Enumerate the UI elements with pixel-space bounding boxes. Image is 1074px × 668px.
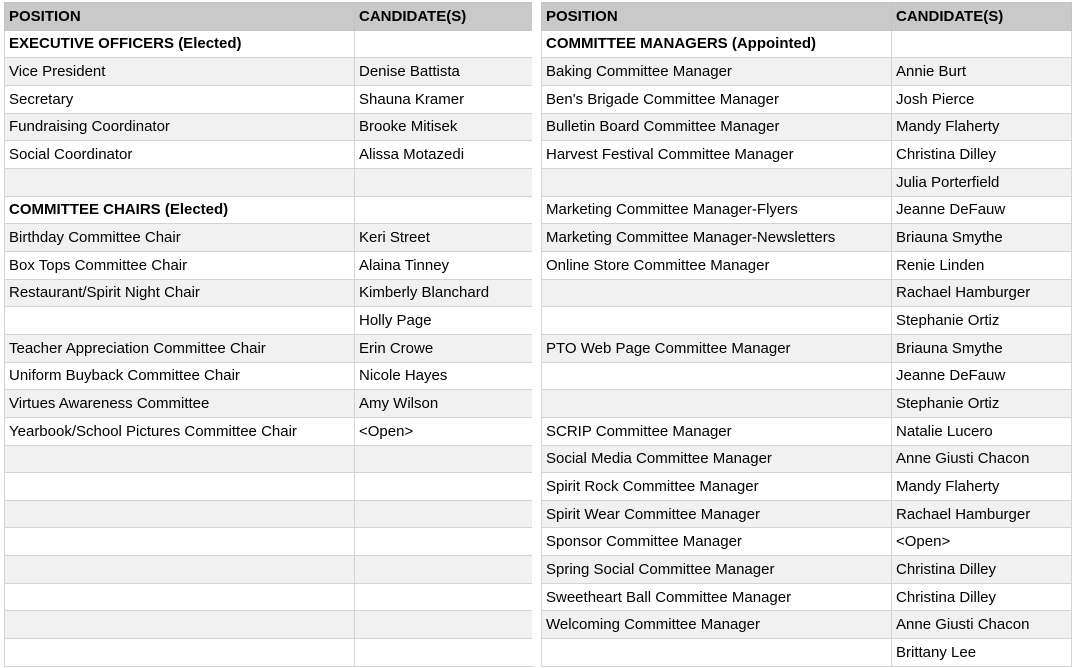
- section-header-row: [5, 196, 533, 224]
- position-cell: [5, 639, 355, 667]
- section-header-row: [5, 30, 533, 58]
- left-candidates-header: CANDIDATE(S): [355, 3, 533, 31]
- table-row: [5, 556, 533, 584]
- candidate-cell: [355, 168, 533, 196]
- right-position-header: POSITION: [542, 3, 892, 31]
- candidate-cell: [355, 445, 533, 473]
- candidate-cell: Denise Battista: [355, 58, 533, 86]
- candidate-cell: [355, 583, 533, 611]
- candidate-cell: Holly Page: [355, 307, 533, 335]
- candidate-cell: Rachael Hamburger: [892, 279, 1072, 307]
- position-cell: [5, 611, 355, 639]
- table-row: [542, 168, 1072, 196]
- position-cell: Marketing Committee Manager-Flyers: [542, 196, 892, 224]
- table-row: [5, 85, 533, 113]
- position-cell: Teacher Appreciation Committee Chair: [5, 334, 355, 362]
- position-cell: PTO Web Page Committee Manager: [542, 334, 892, 362]
- position-cell: Social Media Committee Manager: [542, 445, 892, 473]
- candidate-cell: Nicole Hayes: [355, 362, 533, 390]
- position-cell: Bulletin Board Committee Manager: [542, 113, 892, 141]
- right-header-row: [542, 3, 1072, 31]
- table-row: [542, 141, 1072, 169]
- position-cell: Uniform Buyback Committee Chair: [5, 362, 355, 390]
- candidate-cell: Jeanne DeFauw: [892, 362, 1072, 390]
- section-header-row: [542, 30, 1072, 58]
- left-positions-table: [4, 2, 533, 667]
- candidate-cell: Amy Wilson: [355, 390, 533, 418]
- position-cell: Social Coordinator: [5, 141, 355, 169]
- table-row: [542, 362, 1072, 390]
- table-row: [542, 556, 1072, 584]
- left-header-row: [5, 3, 533, 31]
- candidate-cell: Rachael Hamburger: [892, 500, 1072, 528]
- table-row: [5, 473, 533, 501]
- left-table-body: [5, 30, 533, 666]
- position-cell: Spirit Rock Committee Manager: [542, 473, 892, 501]
- table-row: [542, 196, 1072, 224]
- table-row: [542, 583, 1072, 611]
- candidate-cell: [355, 473, 533, 501]
- candidate-cell: Renie Linden: [892, 251, 1072, 279]
- table-row: [5, 611, 533, 639]
- left-position-header: POSITION: [5, 3, 355, 31]
- candidate-cell: [355, 196, 533, 224]
- candidate-cell: Alaina Tinney: [355, 251, 533, 279]
- position-cell: Spring Social Committee Manager: [542, 556, 892, 584]
- candidate-cell: Anne Giusti Chacon: [892, 611, 1072, 639]
- candidate-cell: [892, 30, 1072, 58]
- table-row: [5, 528, 533, 556]
- position-cell: Virtues Awareness Committee: [5, 390, 355, 418]
- position-cell: [542, 168, 892, 196]
- table-row: [5, 639, 533, 667]
- candidate-cell: Shauna Kramer: [355, 85, 533, 113]
- table-row: [5, 168, 533, 196]
- candidate-cell: <Open>: [355, 417, 533, 445]
- table-row: [542, 473, 1072, 501]
- table-row: [5, 307, 533, 335]
- candidate-cell: Christina Dilley: [892, 556, 1072, 584]
- table-row: [5, 58, 533, 86]
- table-row: [5, 417, 533, 445]
- table-row: [5, 224, 533, 252]
- position-cell: Birthday Committee Chair: [5, 224, 355, 252]
- candidate-cell: Keri Street: [355, 224, 533, 252]
- table-row: [542, 307, 1072, 335]
- table-row: [542, 390, 1072, 418]
- table-row: [542, 528, 1072, 556]
- position-cell: Fundraising Coordinator: [5, 113, 355, 141]
- table-row: [5, 334, 533, 362]
- position-cell: Online Store Committee Manager: [542, 251, 892, 279]
- position-cell: EXECUTIVE OFFICERS (Elected): [5, 30, 355, 58]
- candidate-cell: Kimberly Blanchard: [355, 279, 533, 307]
- table-row: [5, 279, 533, 307]
- candidate-cell: [355, 30, 533, 58]
- candidate-cell: Stephanie Ortiz: [892, 307, 1072, 335]
- candidate-cell: Anne Giusti Chacon: [892, 445, 1072, 473]
- position-cell: COMMITTEE MANAGERS (Appointed): [542, 30, 892, 58]
- position-cell: Spirit Wear Committee Manager: [542, 500, 892, 528]
- table-row: [5, 362, 533, 390]
- table-row: [542, 58, 1072, 86]
- position-cell: Box Tops Committee Chair: [5, 251, 355, 279]
- table-row: [5, 390, 533, 418]
- candidate-cell: <Open>: [892, 528, 1072, 556]
- position-cell: Marketing Committee Manager-Newsletters: [542, 224, 892, 252]
- table-row: [5, 583, 533, 611]
- position-cell: Ben's Brigade Committee Manager: [542, 85, 892, 113]
- position-cell: [5, 500, 355, 528]
- candidate-cell: Natalie Lucero: [892, 417, 1072, 445]
- candidate-cell: Mandy Flaherty: [892, 113, 1072, 141]
- position-cell: Sweetheart Ball Committee Manager: [542, 583, 892, 611]
- table-row: [542, 445, 1072, 473]
- position-cell: [5, 307, 355, 335]
- candidate-cell: Alissa Motazedi: [355, 141, 533, 169]
- right-positions-table: [541, 2, 1072, 667]
- candidate-cell: Christina Dilley: [892, 141, 1072, 169]
- position-cell: Baking Committee Manager: [542, 58, 892, 86]
- position-cell: [5, 168, 355, 196]
- position-cell: [5, 583, 355, 611]
- table-row: [542, 334, 1072, 362]
- column-gap: [532, 2, 541, 666]
- right-table-body: [542, 30, 1072, 666]
- candidate-cell: Stephanie Ortiz: [892, 390, 1072, 418]
- candidate-cell: Julia Porterfield: [892, 168, 1072, 196]
- position-cell: Vice President: [5, 58, 355, 86]
- candidate-cell: Annie Burt: [892, 58, 1072, 86]
- candidate-cell: [355, 611, 533, 639]
- candidate-cell: Brooke Mitisek: [355, 113, 533, 141]
- table-row: [542, 417, 1072, 445]
- position-cell: Restaurant/Spirit Night Chair: [5, 279, 355, 307]
- position-cell: Yearbook/School Pictures Committee Chair: [5, 417, 355, 445]
- candidate-cell: Briauna Smythe: [892, 334, 1072, 362]
- candidate-cell: Brittany Lee: [892, 639, 1072, 667]
- position-cell: Secretary: [5, 85, 355, 113]
- table-row: [542, 611, 1072, 639]
- position-cell: [5, 528, 355, 556]
- candidate-cell: Mandy Flaherty: [892, 473, 1072, 501]
- position-cell: Welcoming Committee Manager: [542, 611, 892, 639]
- candidate-cell: Josh Pierce: [892, 85, 1072, 113]
- candidate-cell: Briauna Smythe: [892, 224, 1072, 252]
- position-cell: Harvest Festival Committee Manager: [542, 141, 892, 169]
- candidate-cell: Christina Dilley: [892, 583, 1072, 611]
- position-cell: [5, 556, 355, 584]
- table-row: [542, 251, 1072, 279]
- table-row: [5, 445, 533, 473]
- right-candidates-header: CANDIDATE(S): [892, 3, 1072, 31]
- candidate-cell: [355, 639, 533, 667]
- table-row: [542, 224, 1072, 252]
- position-cell: Sponsor Committee Manager: [542, 528, 892, 556]
- position-cell: [542, 307, 892, 335]
- table-row: [542, 279, 1072, 307]
- table-row: [5, 251, 533, 279]
- candidate-cell: Erin Crowe: [355, 334, 533, 362]
- table-row: [5, 500, 533, 528]
- position-cell: [5, 445, 355, 473]
- position-cell: [542, 279, 892, 307]
- candidate-cell: [355, 556, 533, 584]
- position-cell: SCRIP Committee Manager: [542, 417, 892, 445]
- table-row: [542, 85, 1072, 113]
- candidate-cell: [355, 528, 533, 556]
- position-cell: [542, 362, 892, 390]
- table-row: [542, 113, 1072, 141]
- table-row: [5, 141, 533, 169]
- position-cell: [542, 639, 892, 667]
- table-row: [542, 639, 1072, 667]
- table-row: [542, 500, 1072, 528]
- candidate-cell: [355, 500, 533, 528]
- position-cell: COMMITTEE CHAIRS (Elected): [5, 196, 355, 224]
- position-cell: [542, 390, 892, 418]
- position-cell: [5, 473, 355, 501]
- candidate-cell: Jeanne DeFauw: [892, 196, 1072, 224]
- table-row: [5, 113, 533, 141]
